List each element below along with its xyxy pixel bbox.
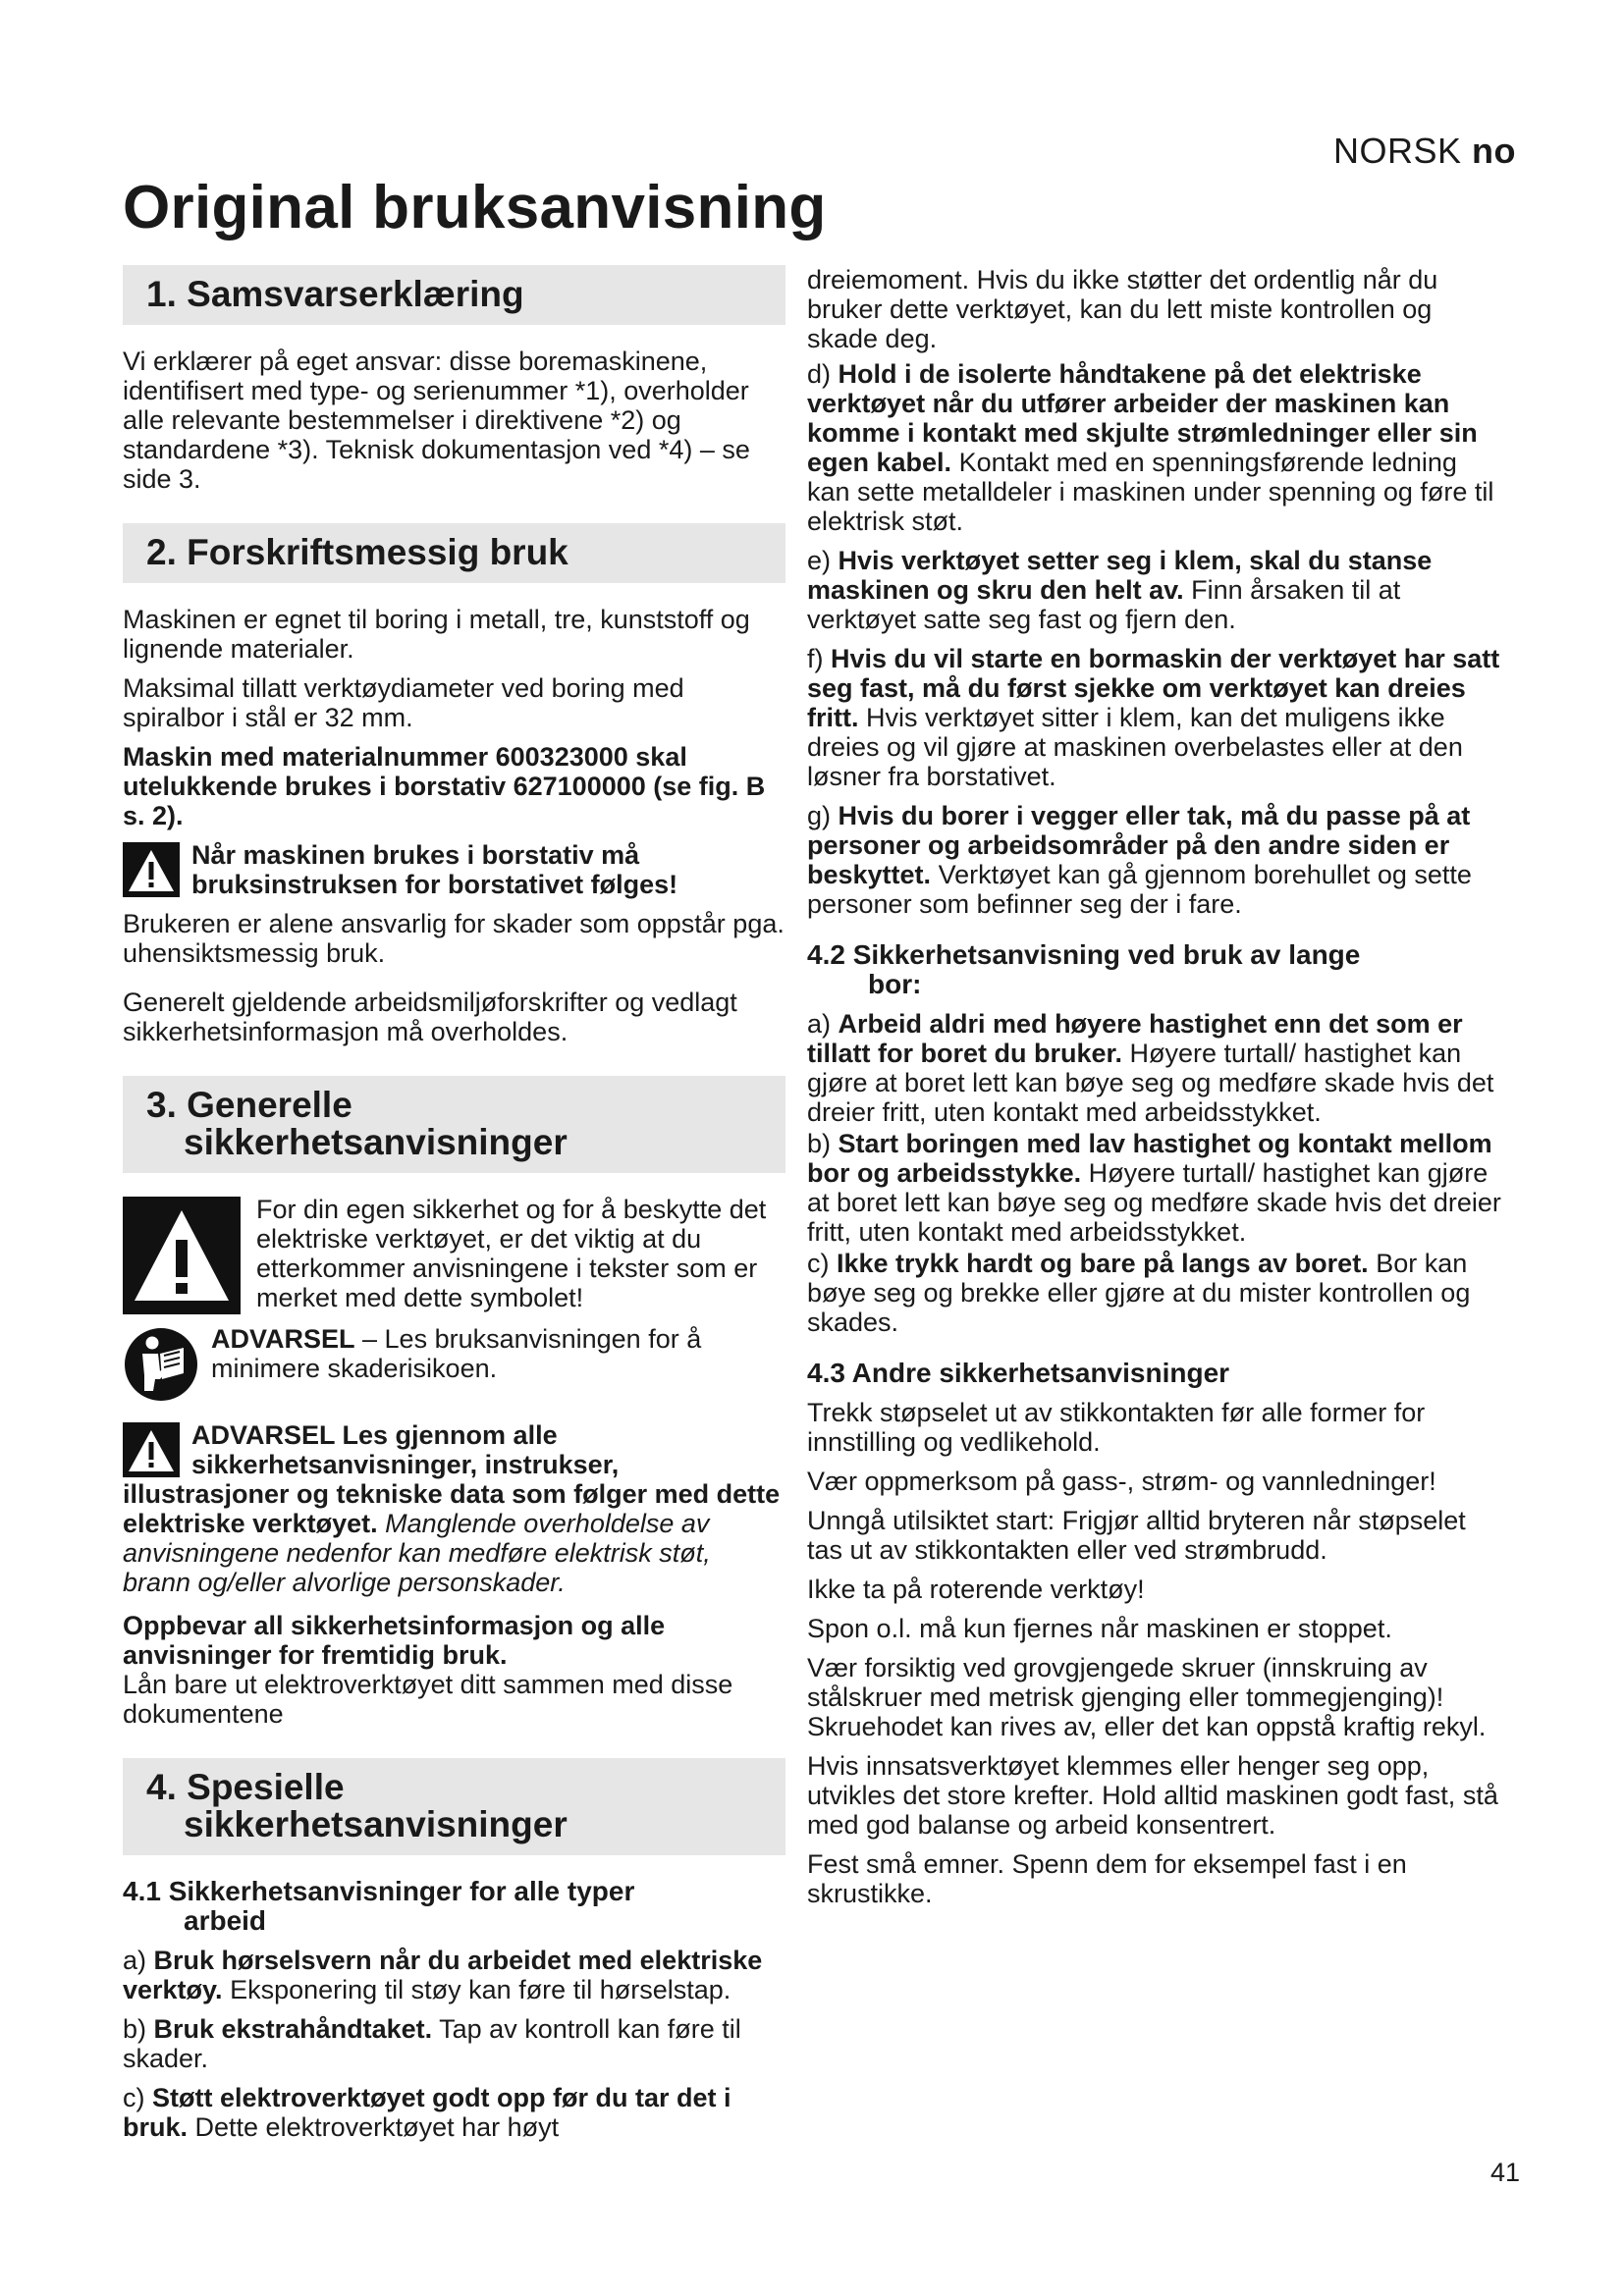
warning-triangle-icon [123,842,180,897]
section-2-p2: Maksimal tillatt verktøydiameter ved boring med spiralbor i stål er 32 mm. [123,673,684,732]
rule-4-1-g: g) Hvis du borer i vegger eller tak, må du passe på at personer og arbeidsområder på den andre siden er beskyttet. Verktøyet kan gå gjennom borehullet og sette personer som befinner seg der i fare. [807,801,1472,919]
read-manual-icon [123,1326,199,1403]
rule-4-1-d: d) Hold i de isolerte håndtakene på det elektriske verktøyet når du utfører arbeider der maskinen kan komme i kontakt med skjulte strømledninger eller sin egen kabel. Kontakt med en spenningsførende ledning kan sette metalldeler i maskinen under spenning og føre til elektrisk støt. [807,359,1494,536]
read-manual-text: ADVARSEL – Les bruksanvisningen for å minimere skaderisikoen. [211,1324,702,1383]
rule-4-1-f: f) Hvis du vil starte en bormaskin der verktøyet har satt seg fast, må du først sjekke om verktøyet kan dreies fritt. Hvis verktøyet sitter i klem, kan det muligens ikke dreies og vil gjøre at maskinen overbelastes eller at den løsner fra borstativet. [807,644,1500,791]
rule-4-1-b: b) Bruk ekstrahåndtaket. Tap av kontroll kan føre til skader. [123,2014,741,2073]
section-1-text: Vi erklærer på eget ansvar: disse boremaskinene, identifisert med type- og serienummer *1), overholder alle relevante bestemmelser i direktivene *2) og standardene *3). Teknisk dokumentasjon ved *4) – se side 3. [123,347,750,494]
rule-4-3-4: Ikke ta på roterende verktøy! [807,1575,1145,1604]
rule-4-1-e: e) Hvis verktøyet setter seg i klem, skal du stanse maskinen og skru den helt av. Finn årsaken til at verktøyet satte seg fast og fjern den. [807,546,1433,634]
section-4-3-heading: 4.3 Andre sikkerhetsanvisninger [807,1358,1230,1388]
stand-warning [123,840,785,899]
safety-intro-text: For din egen sikkerhet og for å beskytte det elektriske verktøyet, er det viktig at du etterkommer anvisningene i tekster som er merket med dette symbolet! [256,1195,767,1312]
language-label [1333,131,1516,172]
section-3-heading: 3. Generelle sikkerhetsanvisninger [123,1076,785,1173]
language-code: no [1472,131,1516,171]
section-2-p1: Maskinen er egnet til boring i metall, tre, kunststoff og lignende materialer. [123,605,750,664]
rule-4-3-6: Vær forsiktig ved grovgjengede skruer (innskruing av stålskruer med metrisk gjenging eller tommegjenging)! Skruehodet kan rives av, eller det kan oppstå kraftig rekyl. [807,1653,1487,1741]
read-manual-warning [123,1324,785,1403]
rule-4-1-c-continued: dreiemoment. Hvis du ikke støtter det ordentlig når du bruker dette verktøyet, kan du lett miste kontrollen og skade deg. [807,265,1438,353]
rule-4-2-c: c) Ikke trykk hardt og bare på langs av boret. Bor kan bøye seg og brekke eller gjøre at du mister kontrollen og skades. [807,1249,1471,1337]
safety-intro [123,1195,785,1314]
section-4-2-heading: 4.2 Sikkerhetsanvisning ved bruk av lange bor: [807,939,1361,999]
page-title: Original bruksanvisning [123,174,827,241]
language-word: NORSK [1332,131,1462,171]
rule-4-3-7: Hvis innsatsverktøyet klemmes eller henger seg opp, utvikles det store krefter. Hold alltid maskinen godt fast, stå med god balanse og arbeid konsentrert. [807,1751,1498,1840]
rule-4-1-a: a) Bruk hørselsvern når du arbeidet med elektriske verktøy. Eksponering til støy kan føre til hørselstap. [123,1946,763,2004]
section-1-heading: 1. Samsvarserklæring [123,265,785,325]
right-column [807,265,1506,1918]
warning-triangle-icon [123,1422,180,1477]
rule-4-3-8: Fest små emner. Spenn dem for eksempel fast i en skrustikke. [807,1849,1407,1908]
section-2-p5: Generelt gjeldende arbeidsmiljøforskrifter og vedlagt sikkerhetsinformasjon må overholdes. [123,988,737,1046]
general-warning [123,1420,785,1597]
section-4-heading: 4. Spesielle sikkerhetsanvisninger [123,1758,785,1855]
page-number: 41 [1489,2158,1520,2187]
section-4-1-heading: 4.1 Sikkerhetsanvisninger for alle typer arbeid [123,1876,635,1936]
rule-4-2-b: b) Start boringen med lav hastighet og kontakt mellom bor og arbeidsstykke. Høyere turtall/ hastighet kan gjøre at boret lett kan bøye seg og medføre skade hvis det dreier fritt, uten kontakt med arbeidsstykket. [807,1129,1501,1247]
stand-warning-text: Når maskinen brukes i borstativ må bruksinstruksen for borstativet følges! [191,840,678,899]
rule-4-2-a: a) Arbeid aldri med høyere hastighet enn det som er tillatt for boret du bruker. Høyere turtall/ hastighet kan gjøre at boret lett kan bøye seg og medføre skade hvis det dreier fritt, uten kontakt med arbeidsstykket. [807,1009,1494,1127]
rule-4-3-1: Trekk støpselet ut av stikkontakten før alle former for innstilling og vedlikehold. [807,1398,1426,1457]
general-warning-italic: Manglende overholdelse av anvisningene nedenfor kan medføre elektrisk støt, brann og/eller alvorlige personskader. [123,1509,711,1597]
lend-tool-text: Lån bare ut elektroverktøyet ditt sammen med disse dokumentene [123,1670,733,1729]
section-2-p3: Maskin med materialnummer 600323000 skal utelukkende brukes i borstativ 627100000 (se fig. B s. 2). [123,742,766,830]
rule-4-1-c: c) Støtt elektroverktøyet godt opp før du tar det i bruk. Dette elektroverktøyet har høyt [123,2083,731,2142]
section-2-p4: Brukeren er alene ansvarlig for skader som oppstår pga. uhensiktsmessig bruk. [123,909,785,968]
general-warning-bold: ADVARSEL Les gjennom alle sikkerhetsanvisninger, instrukser, illustrasjoner og tekniske data som følger med dette elektriske verktøyet. [123,1420,781,1538]
section-2-heading: 2. Forskriftsmessig bruk [123,523,785,583]
left-column [123,265,785,2152]
rule-4-3-2: Vær oppmerksom på gass-, strøm- og vannledninger! [807,1467,1436,1496]
keep-instructions: Oppbevar all sikkerhetsinformasjon og alle anvisninger for fremtidig bruk. [123,1611,666,1670]
rule-4-3-5: Spon o.l. må kun fjernes når maskinen er stoppet. [807,1614,1392,1643]
rule-4-3-3: Unngå utilsiktet start: Frigjør alltid bryteren når støpselet tas ut av stikkontakten eller ved strømbrudd. [807,1506,1466,1565]
warning-triangle-large-icon [123,1197,241,1314]
